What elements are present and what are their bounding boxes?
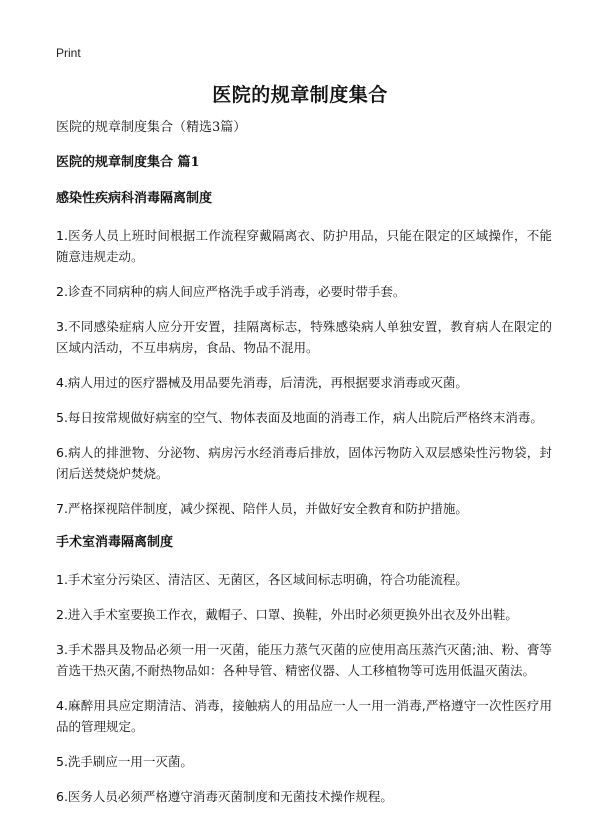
section-heading-operating-room: 手术室消毒隔离制度	[56, 535, 174, 550]
rule-paragraph: 3.手术器具及物品必须一用一灭菌，能压力蒸气灭菌的应使用高压蒸汽灭菌;油、粉、膏等首选干热灭菌,不耐热物品如：各种导管、精密仪器、人工移植物等可选用低温灭菌法。	[56, 642, 552, 678]
rule-paragraph: 5.每日按常规做好病室的空气、物体表面及地面的消毒工作，病人出院后严格终末消毒。	[56, 410, 543, 425]
rule-paragraph: 6.病人的排泄物、分泌物、病房污水经消毒后排放，固体污物防入双层感染性污物袋，封闭后送焚烧炉焚烧。	[56, 445, 552, 481]
rule-paragraph: 5.洗手刷应一用一灭菌。	[56, 754, 193, 769]
rule-paragraph: 6.医务人员必须严格遵守消毒灭菌制度和无菌技术操作规程。	[56, 789, 393, 804]
document-title: 医院的规章制度集合	[212, 84, 388, 106]
rule-paragraph: 1.医务人员上班时间根据工作流程穿戴隔离衣、防护用品，只能在限定的区域操作，不能随意违规走动。	[56, 228, 552, 264]
rule-paragraph: 4.麻醉用具应定期清洁、消毒，接触病人的用品应一人一用一消毒,严格遵守一次性医疗用品的管理规定。	[56, 698, 552, 734]
rule-paragraph: 3.不同感染症病人应分开安置，挂隔离标志，特殊感染病人单独安置，教育病人在限定的区域内活动，不互串病房，食品、物品不混用。	[56, 319, 552, 355]
rule-paragraph: 4.病人用过的医疗器械及用品要先消毒，后清洗，再根据要求消毒或灭菌。	[56, 375, 468, 390]
rule-paragraph: 1.手术室分污染区、清洁区、无菌区，各区域间标志明确，符合功能流程。	[56, 572, 468, 587]
rule-paragraph: 7.严格探视陪伴制度，减少探视、陪伴人员，并做好安全教育和防护措施。	[56, 501, 468, 516]
section-heading-infection-ward: 感染性疾病科消毒隔离制度	[56, 191, 213, 206]
print-label[interactable]: Print	[56, 46, 81, 60]
rule-paragraph: 2.诊查不同病种的病人间应严格洗手或手消毒，必要时带手套。	[56, 284, 406, 299]
document-body	[56, 118, 552, 821]
document-subtitle: 医院的规章制度集合（精选3篇）	[56, 120, 247, 135]
rule-paragraph: 2.进入手术室要换工作衣，戴帽子、口罩、换鞋，外出时必须更换外出衣及外出鞋。	[56, 607, 518, 622]
article-heading: 医院的规章制度集合 篇1	[56, 155, 200, 170]
